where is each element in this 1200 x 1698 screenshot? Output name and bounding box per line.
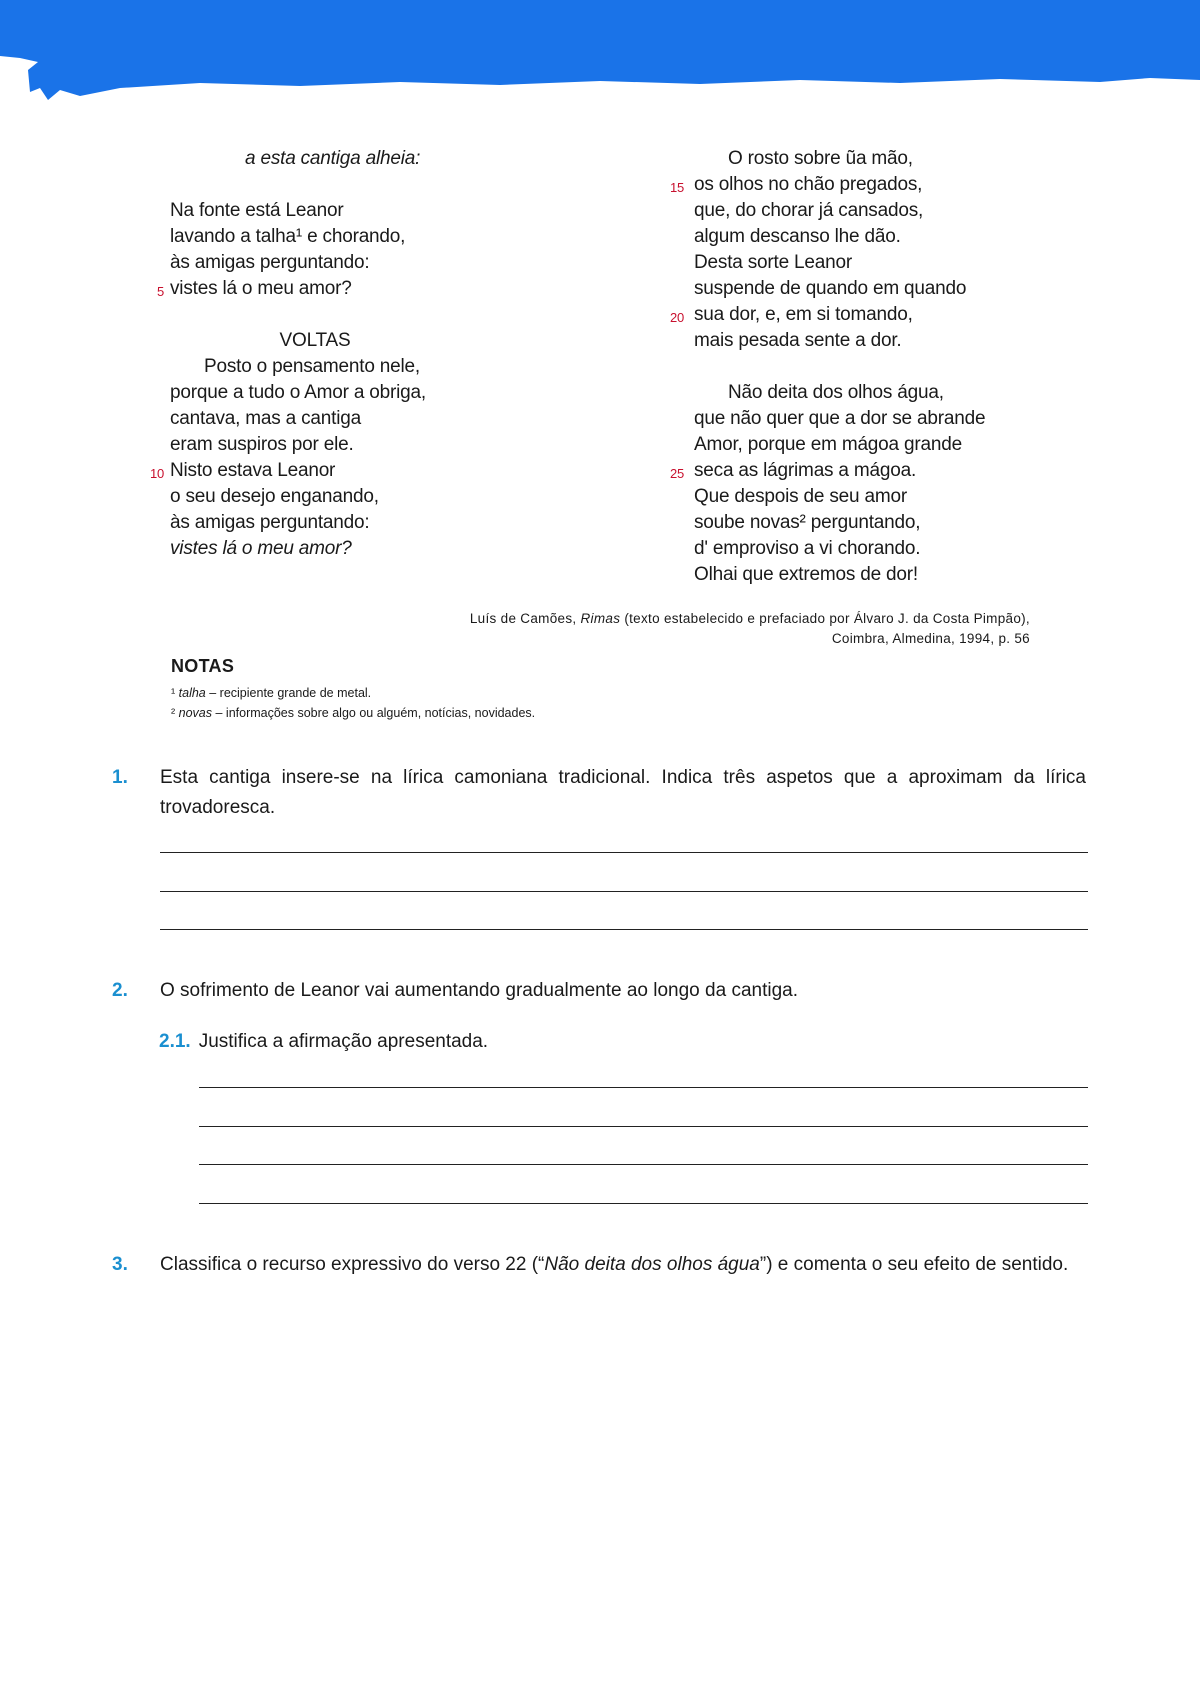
answer-line[interactable] xyxy=(199,1203,1088,1204)
line-number: 20 xyxy=(669,310,684,325)
poem-line: Na fonte está Leanor xyxy=(170,200,344,221)
question-number: 2. xyxy=(112,980,128,1001)
poem-line: suspende de quando em quando xyxy=(694,278,967,299)
poem-line: que não quer que a dor se abrande xyxy=(694,408,986,429)
notes-title: NOTAS xyxy=(171,656,235,676)
voltas-title: VOLTAS xyxy=(279,330,351,351)
poem-line: vistes lá o meu amor? xyxy=(170,538,352,559)
poem-line: às amigas perguntando: xyxy=(170,252,370,273)
poem-line: d' emproviso a vi chorando. xyxy=(694,538,921,559)
poem-line: cantava, mas a cantiga xyxy=(170,408,361,429)
poem-line: 5 vistes lá o meu amor? xyxy=(170,276,590,302)
note-2: ² novas – informações sobre algo ou alguém, notícias, novidades. xyxy=(171,706,536,720)
poem-line: porque a tudo o Amor a obriga, xyxy=(170,382,426,403)
poem-line: que, do chorar já cansados, xyxy=(694,200,924,221)
question-2-1 xyxy=(159,1027,488,1057)
poem-line: Desta sorte Leanor xyxy=(694,252,852,273)
poem-line: 15 os olhos no chão pregados, xyxy=(694,172,1114,198)
question-3 xyxy=(112,1250,1086,1280)
poem-line: Olhai que extremos de dor! xyxy=(694,564,918,585)
question-text: O sofrimento de Leanor vai aumentando gradualmente ao longo da cantiga. xyxy=(160,980,798,1001)
answer-line[interactable] xyxy=(160,929,1088,930)
question-text: Classifica o recurso expressivo do verso 22 (“Não deita dos olhos água”) e comenta o seu efeito de sentido. xyxy=(160,1254,1069,1275)
poem-intro: a esta cantiga alheia: xyxy=(245,148,421,169)
question-number: 2.1. xyxy=(159,1031,191,1052)
answer-line[interactable] xyxy=(199,1087,1088,1088)
line-number: 5 xyxy=(156,284,164,299)
citation-work: Rimas xyxy=(580,611,621,626)
note-1: ¹ talha – recipiente grande de metal. xyxy=(171,686,372,700)
poem-line: Que despois de seu amor xyxy=(694,486,907,507)
poem-line: eram suspiros por ele. xyxy=(170,434,354,455)
poem-line: soube novas² perguntando, xyxy=(694,512,921,533)
answer-line[interactable] xyxy=(199,1164,1088,1165)
poem-line: lavando a talha¹ e chorando, xyxy=(170,226,406,247)
line-number: 25 xyxy=(669,466,684,481)
question-1 xyxy=(112,763,1086,823)
poem-line: 20 sua dor, e, em si tomando, xyxy=(694,302,1114,328)
notes-section xyxy=(171,656,535,723)
header-banner xyxy=(0,0,1200,110)
poem-line: 10 Nisto estava Leanor xyxy=(170,458,590,484)
citation-author: Luís de Camões, xyxy=(469,611,577,626)
source-citation xyxy=(470,609,1030,649)
poem-line: Posto o pensamento nele, xyxy=(204,356,420,377)
poem-right-column xyxy=(669,146,1114,588)
poem-line: O rosto sobre ũa mão, xyxy=(728,148,913,169)
answer-line[interactable] xyxy=(160,852,1088,853)
poem-line: Não deita dos olhos água, xyxy=(728,382,944,403)
question-text: Esta cantiga insere-se na lírica camoniana tradicional. Indica três aspetos que a aproximam da lírica trovadoresca. xyxy=(160,767,1086,818)
answer-line[interactable] xyxy=(160,891,1088,892)
poem-line: algum descanso lhe dão. xyxy=(694,226,901,247)
answer-line[interactable] xyxy=(199,1126,1088,1127)
citation-details: (texto estabelecido e prefaciado por Álvaro J. da Costa Pimpão), xyxy=(624,611,1030,626)
question-2 xyxy=(112,976,1086,1006)
question-text: Justifica a afirmação apresentada. xyxy=(198,1031,489,1052)
poem-line: 25 seca as lágrimas a mágoa. xyxy=(694,458,1114,484)
poem-left-column xyxy=(149,146,590,562)
poem-line: o seu desejo enganando, xyxy=(170,486,379,507)
line-number: 10 xyxy=(149,466,164,481)
citation-publisher: Coimbra, Almedina, 1994, p. 56 xyxy=(831,631,1030,646)
poem-line: às amigas perguntando: xyxy=(170,512,370,533)
line-number: 15 xyxy=(669,180,684,195)
poem-line: Amor, porque em mágoa grande xyxy=(694,434,962,455)
poem-line: mais pesada sente a dor. xyxy=(694,330,902,351)
question-number: 1. xyxy=(112,767,128,788)
question-number: 3. xyxy=(112,1254,128,1275)
